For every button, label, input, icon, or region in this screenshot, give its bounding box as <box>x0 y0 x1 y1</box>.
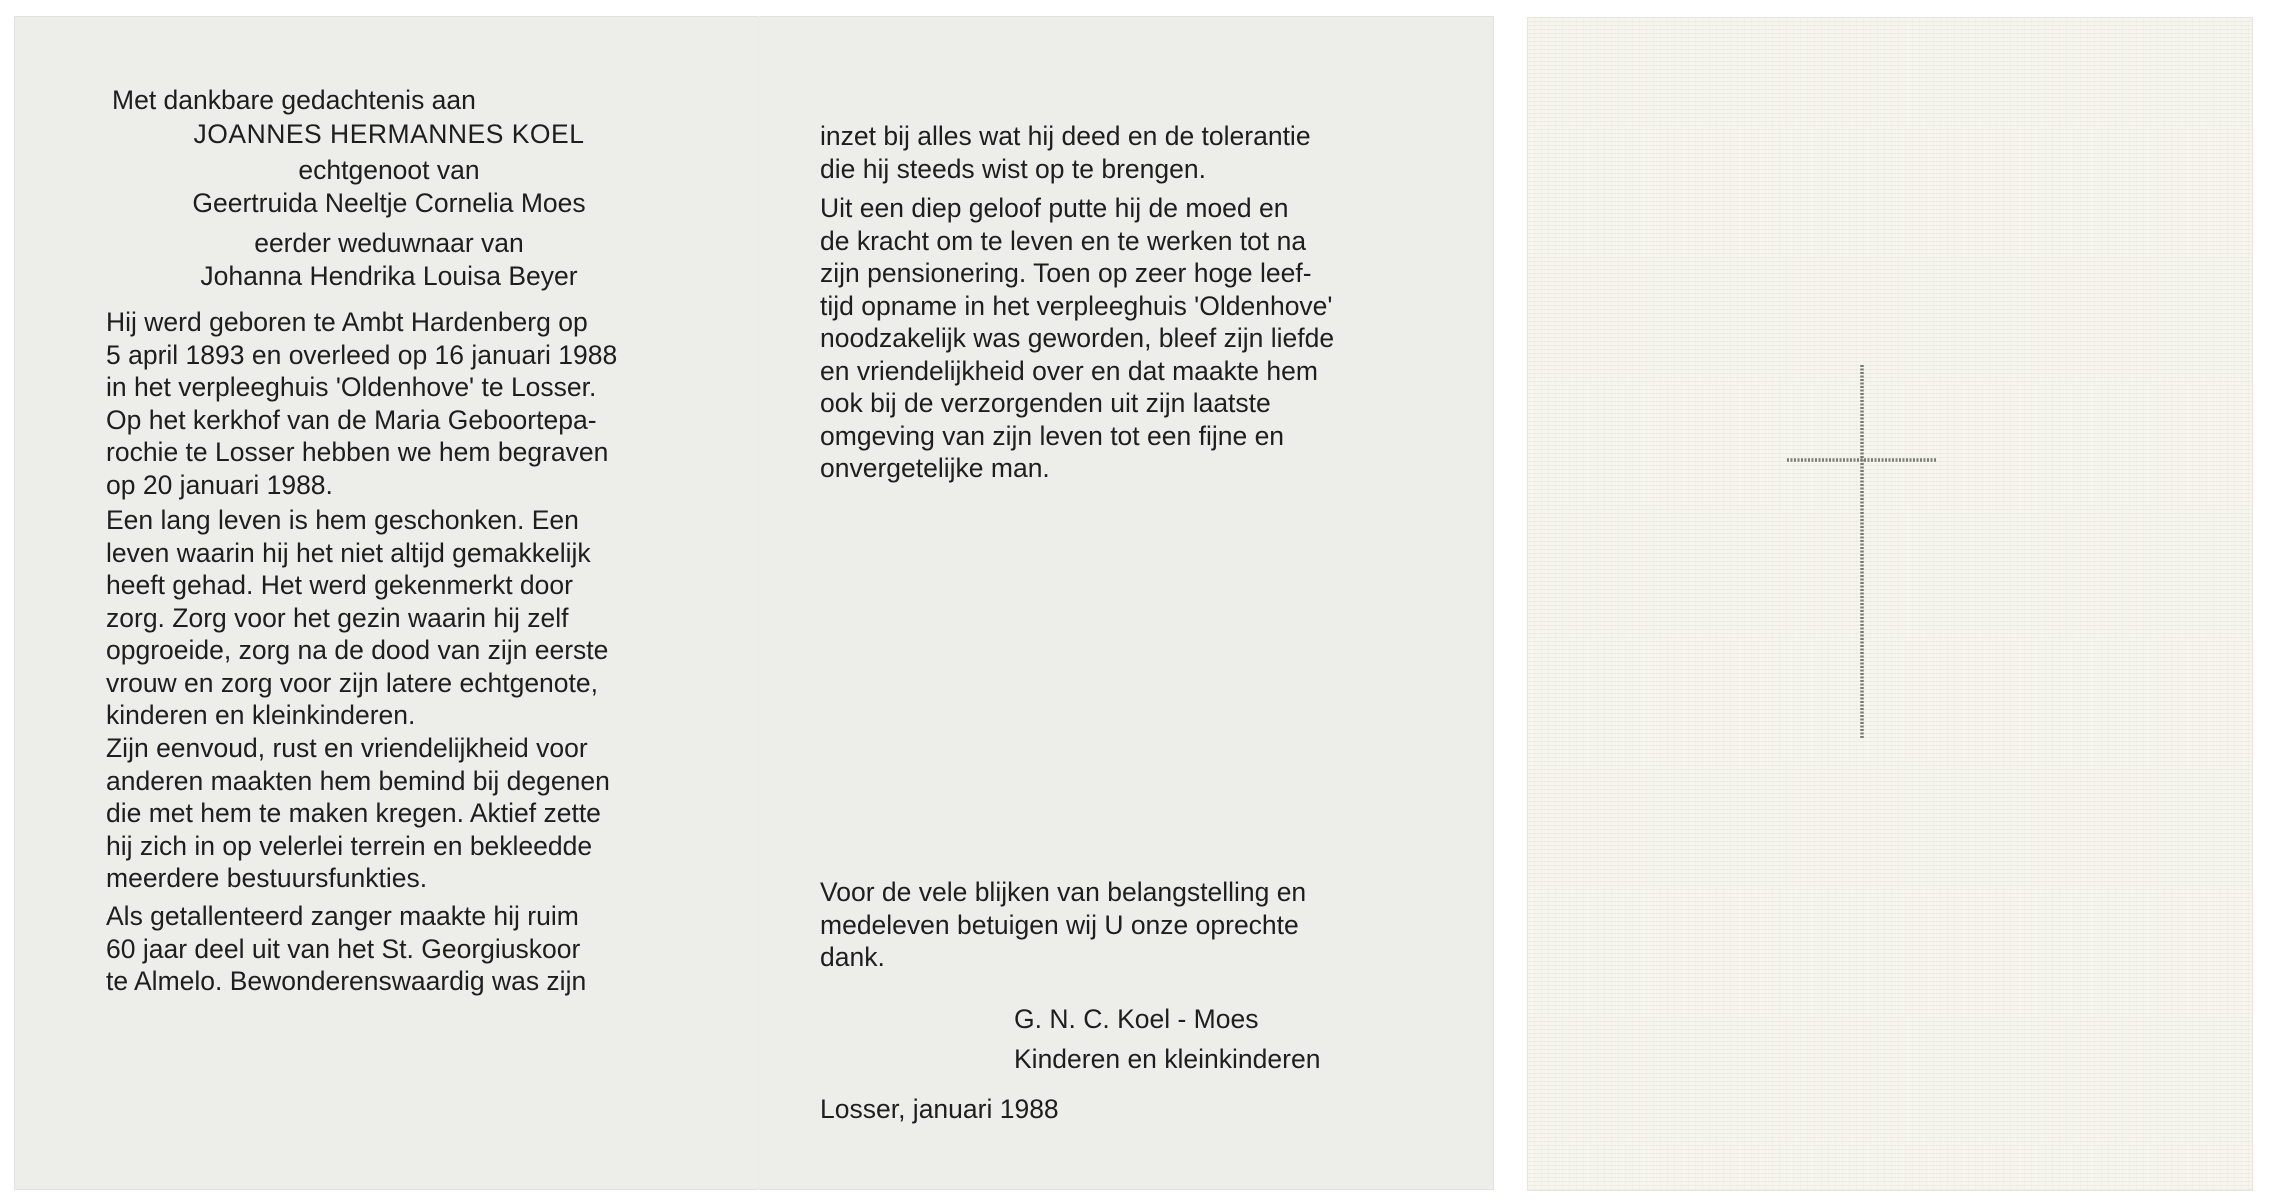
thanks-paragraph <box>820 876 1412 974</box>
singer-paragraph <box>106 900 684 998</box>
card-inner-spread <box>14 16 1494 1190</box>
text-line: en vriendelijkheid over en dat maakte hem <box>820 355 1318 386</box>
text-line: meerdere bestuursfunkties. <box>106 863 428 893</box>
place-date: Losser, januari 1988 <box>820 1094 1059 1124</box>
birth-death-paragraph <box>106 306 684 501</box>
left-page <box>94 16 684 1190</box>
text-line: ook bij de verzorgenden uit zijn laatste <box>820 388 1271 418</box>
text-line: Een lang leven is hem geschonken. Een <box>106 505 579 535</box>
text-line: kinderen en kleinkinderen. <box>106 700 416 730</box>
text-line: Als getallenteerd zanger maakte hij ruim <box>106 901 579 931</box>
text-line: opgroeide, zorg na de dood van zijn eerste <box>106 635 609 665</box>
text-line: zorg. Zorg voor het gezin waarin hij zelf <box>106 602 569 633</box>
text-line: die hij steeds wist op te brengen. <box>820 153 1206 184</box>
text-line: Hij werd geboren te Ambt Hardenberg op <box>106 307 588 337</box>
card-front-cover <box>1527 17 2253 1191</box>
text-line: inzet bij alles wat hij deed en de tolerantie <box>820 121 1311 151</box>
text-line: te Almelo. Bewonderenswaardig was zijn <box>106 966 587 996</box>
right-page <box>820 16 1412 1190</box>
text-line: anderen maakten hem bemind bij degenen <box>106 765 610 796</box>
card-fold-line <box>758 16 760 1190</box>
text-line: noodzakelijk was geworden, bleef zijn liefde <box>820 323 1335 353</box>
signature-family: G. N. C. Koel - Moes <box>1014 1004 1259 1034</box>
text-line: in het verpleeghuis 'Oldenhove' te Losser. <box>106 372 597 402</box>
intro-line: Met dankbare gedachtenis aan <box>112 85 476 115</box>
text-line: onvergetelijke man. <box>820 453 1050 483</box>
faith-paragraph <box>820 192 1412 485</box>
text-line: Voor de vele blijken van belangstelling en <box>820 877 1307 907</box>
text-line: zijn pensionering. Toen op zeer hoge leef- <box>820 258 1312 288</box>
text-line: Zijn eenvoud, rust en vriendelijkheid voor <box>106 733 588 763</box>
signature-children: Kinderen en kleinkinderen <box>1014 1044 1321 1074</box>
text-line: leven waarin hij het niet altijd gemakkelijk <box>106 537 591 568</box>
text-line: 5 april 1893 en overleed op 16 januari 1988 <box>106 339 618 370</box>
former-spouse-name: Johanna Hendrika Louisa Beyer <box>200 261 578 291</box>
text-line: tijd opname in het verpleeghuis 'Oldenhove' <box>820 290 1333 321</box>
long-life-paragraph <box>106 504 684 732</box>
text-line: rochie te Losser hebben we hem begraven <box>106 437 609 467</box>
text-line: dank. <box>820 942 885 972</box>
relation-spouse-label: echtgenoot van <box>298 155 480 185</box>
text-line: de kracht om te leven en te werken tot na <box>820 225 1307 256</box>
deceased-name: JOANNES HERMANNES KOEL <box>193 119 585 149</box>
cross-icon <box>1787 347 1937 747</box>
text-line: medeleven betuigen wij U onze oprechte <box>820 909 1299 940</box>
character-paragraph <box>106 732 684 895</box>
text-line: 60 jaar deel uit van het St. Georgiuskoor <box>106 933 581 964</box>
text-line: op 20 januari 1988. <box>106 469 333 500</box>
text-line: Uit een diep geloof putte hij de moed en <box>820 193 1289 223</box>
text-line: vrouw en zorg voor zijn latere echtgenote, <box>106 667 598 698</box>
text-line: omgeving van zijn leven tot een fijne en <box>820 420 1285 451</box>
spouse-name: Geertruida Neeltje Cornelia Moes <box>192 188 586 218</box>
text-line: Op het kerkhof van de Maria Geboortepa- <box>106 404 597 435</box>
text-line: heeft gehad. Het werd gekenmerkt door <box>106 570 573 600</box>
text-line: die met hem te maken kregen. Aktief zette <box>106 798 601 828</box>
tolerance-paragraph <box>820 120 1412 185</box>
text-line: hij zich in op velerlei terrein en bekleedde <box>106 830 593 861</box>
relation-widower-label: eerder weduwnaar van <box>254 228 524 258</box>
